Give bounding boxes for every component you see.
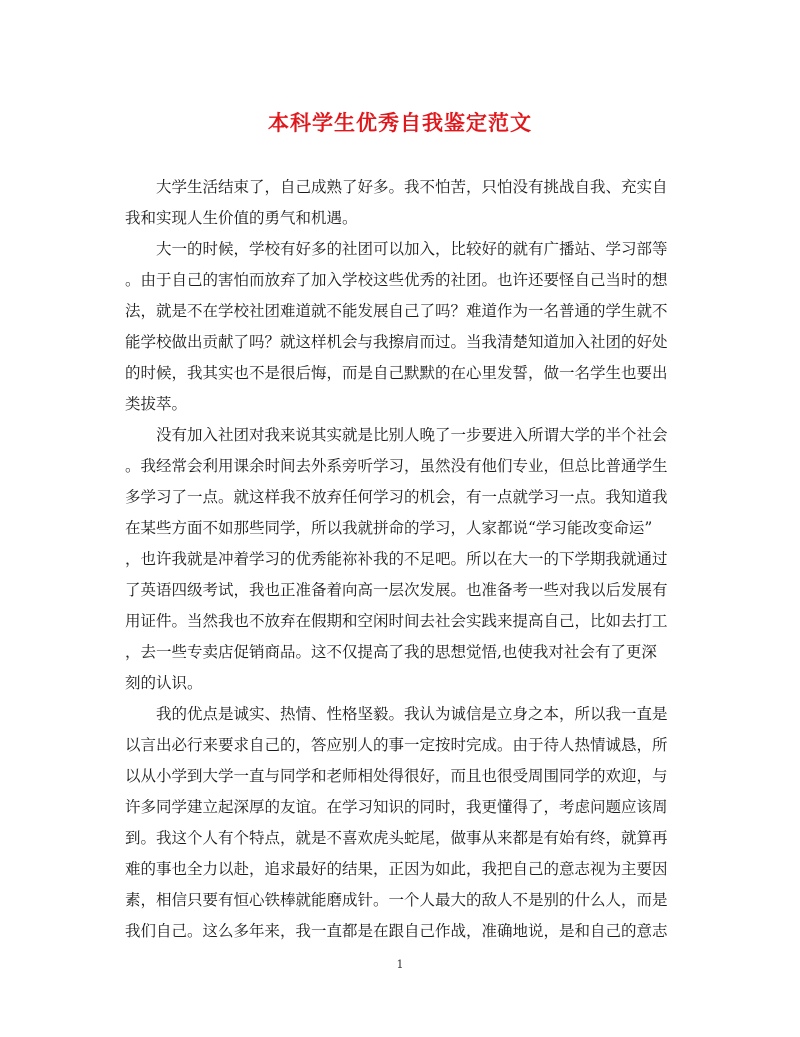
body-line: ，也许我就是冲着学习的优秀能祢补我的不足吧。所以在大一的下学期我就通过 xyxy=(125,550,668,568)
body-line: 多学习了一点。就这样我不放弃任何学习的机会，有一点就学习一点。我知道我 xyxy=(125,488,668,506)
body-line: 类拔萃。 xyxy=(125,395,188,413)
body-line: 了英语四级考试，我也正准备着向高一层次发展。也准备考一些对我以后发展有 xyxy=(125,581,668,599)
body-line: 以从小学到大学一直与同学和老师相处得很好，而且也很受周围同学的欢迎，与 xyxy=(125,767,668,785)
body-line: 大学生活结束了，自己成熟了好多。我不怕苦，只怕没有挑战自我、充实自 xyxy=(125,178,668,196)
body-line: 的时候，我其实也不是很后悔，而是自己默默的在心里发誓，做一名学生也要出 xyxy=(125,364,668,382)
body-line: 没有加入社团对我来说其实就是比别人晚了一步要进入所谓大学的半个社会 xyxy=(125,426,668,444)
body-line: 法，就是不在学校社团难道就不能发展自己了吗？难道作为一名普通的学生就不 xyxy=(125,302,668,320)
body-line: 素，相信只要有恒心铁棒就能磨成针。一个人最大的敌人不是别的什么人，而是 xyxy=(125,891,668,909)
body-line: 在某些方面不如那些同学，所以我就拼命的学习，人家都说“学习能改变命运” xyxy=(125,519,653,537)
body-line: 。由于自己的害怕而放弃了加入学校这些优秀的社团。也许还要怪自己当时的想 xyxy=(125,271,668,289)
body-line: 刻的认识。 xyxy=(125,674,203,692)
body-line: 。我经常会利用课余时间去外系旁听学习，虽然没有他们专业，但总比普通学生 xyxy=(125,457,668,475)
body-line: 我和实现人生价值的勇气和机遇。 xyxy=(125,209,358,227)
document-body xyxy=(125,172,675,947)
body-line: 难的事也全力以赴，追求最好的结果，正因为如此，我把自己的意志视为主要因 xyxy=(125,860,668,878)
body-line: 用证件。当然我也不放弃在假期和空闲时间去社会实践来提高自己，比如去打工 xyxy=(125,612,668,630)
body-line: 我的优点是诚实、热情、性格坚毅。我认为诚信是立身之本，所以我一直是 xyxy=(125,705,668,723)
body-line: 能学校做出贡献了吗？就这样机会与我擦肩而过。当我清楚知道加入社团的好处 xyxy=(125,333,668,351)
body-line: ，去一些专卖店促销商品。这不仅提高了我的思想觉悟,也使我对社会有了更深 xyxy=(125,643,657,661)
body-line: 以言出必行来要求自己的，答应别人的事一定按时完成。由于待人热情诚恳，所 xyxy=(125,736,668,754)
page-number: 1 xyxy=(396,958,404,971)
body-line: 大一的时候，学校有好多的社团可以加入，比较好的就有广播站、学习部等 xyxy=(125,240,668,258)
body-line: 我们自己。这么多年来，我一直都是在跟自己作战，准确地说，是和自己的意志 xyxy=(125,922,668,940)
body-line: 到。我这个人有个特点，就是不喜欢虎头蛇尾，做事从来都是有始有终，就算再 xyxy=(125,829,668,847)
document-title: 本科学生优秀自我鉴定范文 xyxy=(268,110,532,135)
body-line: 许多同学建立起深厚的友谊。在学习知识的同时，我更懂得了，考虑问题应该周 xyxy=(125,798,668,816)
